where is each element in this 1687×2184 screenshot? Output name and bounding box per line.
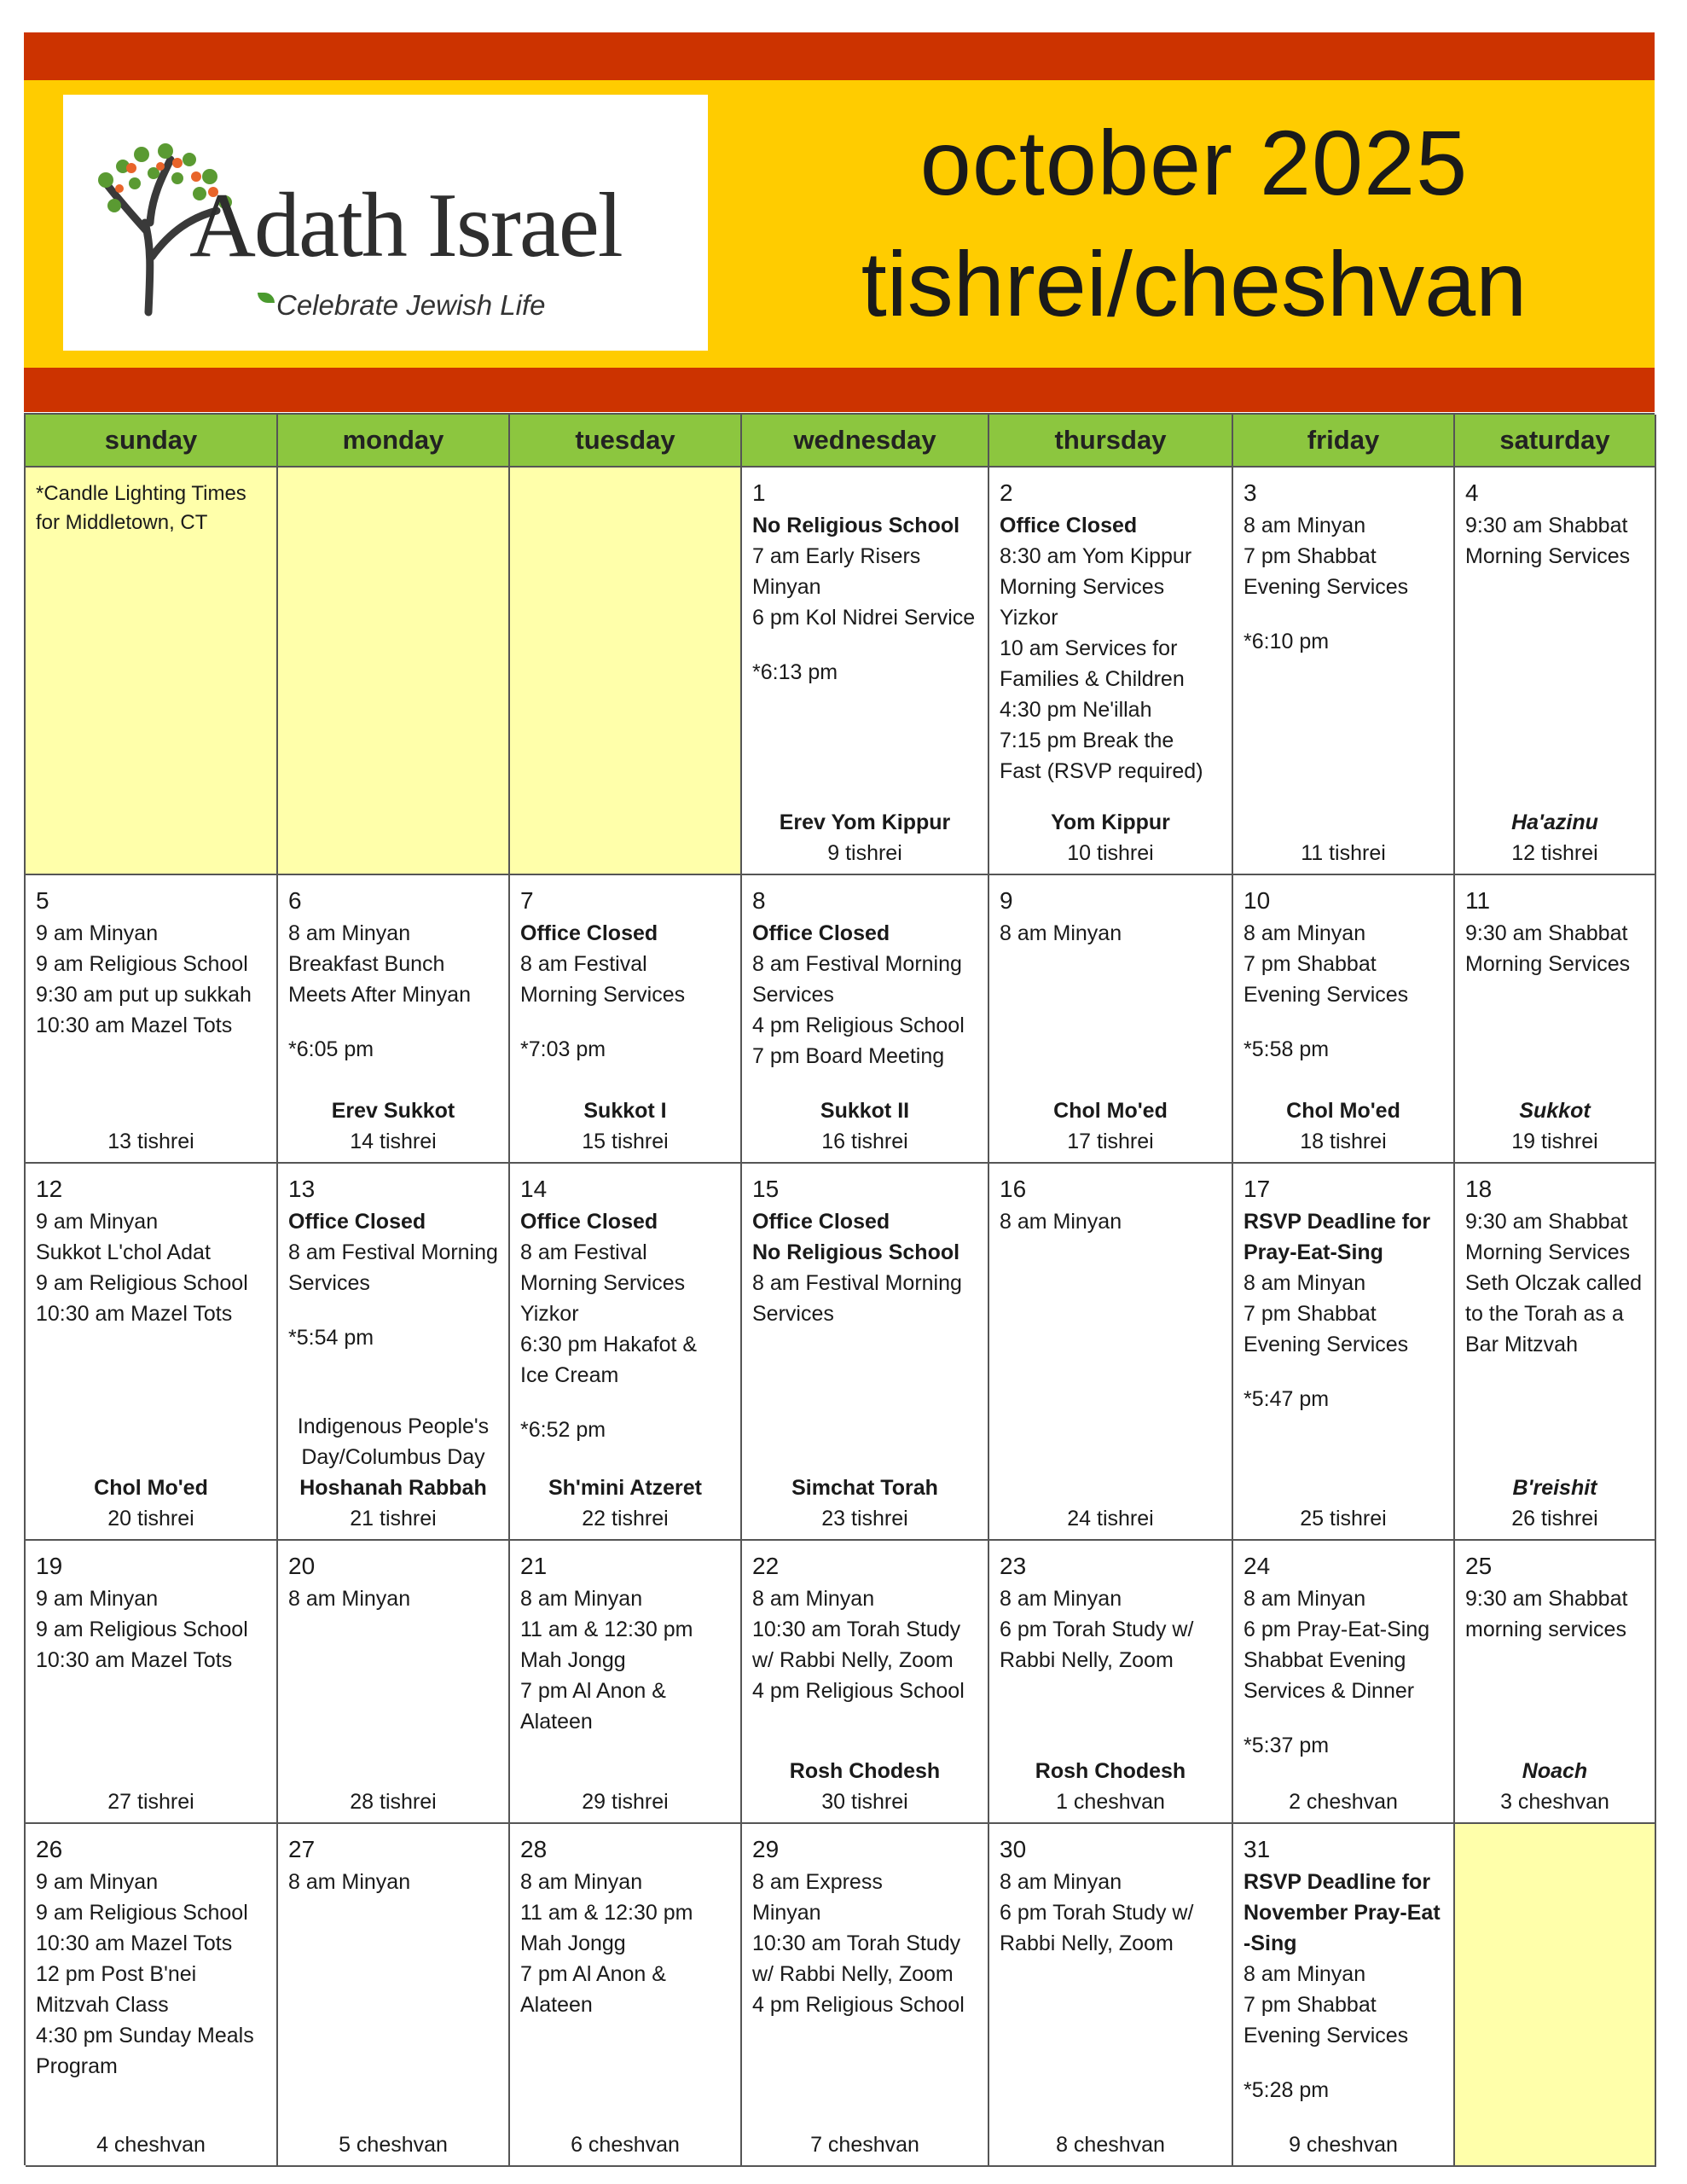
event-list [36,918,273,1041]
event-list [288,1206,505,1353]
day-cell [26,1541,278,1824]
day-number: 18 [1465,1176,1493,1202]
event-list [1244,1867,1450,2106]
event-item: Office Closed [288,1210,426,1234]
day-footer [26,1126,276,1157]
day-footer [1233,1095,1453,1157]
hebrew-date: 20 tishrei [107,1507,194,1531]
event-item: 8:30 am Yom Kippur Morning Services [1000,544,1192,599]
event-item: 11 am & 12:30 pm Mah Jongg [520,1618,693,1672]
event-list [36,1583,273,1676]
event-item: 9 am Minyan [36,1587,159,1611]
event-item: 8 am Festival Morning Services [752,1271,962,1326]
day-number: 28 [520,1836,548,1862]
day-cell [742,1164,989,1541]
day-number: 13 [288,1176,316,1202]
event-item: 7 pm Al Anon & Alateen [520,1679,666,1734]
weekday-header-monday: monday [278,415,510,468]
day-number: 25 [1465,1553,1493,1579]
day-footer [742,1472,988,1534]
event-list [1244,510,1450,657]
day-footer [742,807,988,868]
event-item: 9 am Religious School [36,1618,248,1641]
event-item: 6 pm Kol Nidrei Service [752,606,976,630]
hebrew-date: 6 cheshvan [571,2133,680,2157]
candle-lighting-time: *5:58 pm [1244,1037,1330,1061]
event-item: Office Closed [520,1210,658,1234]
day-number: 11 [1465,887,1491,914]
event-item: 8 am Minyan [1244,1587,1366,1611]
day-number: 9 [1000,887,1013,914]
holiday-name: Chol Mo'ed [94,1476,208,1500]
event-list [1465,510,1651,572]
hebrew-date: 5 cheshvan [339,2133,448,2157]
day-number: 6 [288,887,302,914]
day-cell [989,468,1233,875]
event-item: Yizkor [1000,606,1058,630]
event-list [520,1867,737,2020]
hebrew-date: 7 cheshvan [810,2133,919,2157]
month-title: october 2025 [919,111,1469,214]
event-item: 10 am Services for Families & Children [1000,636,1185,691]
event-item: 6 pm Pray-Eat-Sing Shabbat Evening Services & Dinner [1244,1618,1430,1703]
day-number: 16 [1000,1176,1027,1202]
event-item: 4 pm Religious School [752,1014,965,1037]
day-footer [742,1756,988,1817]
day-number: 26 [36,1836,63,1862]
logo-name: Adath Israel [189,175,622,276]
day-cell [742,1824,989,2167]
hebrew-date: 1 cheshvan [1056,1790,1165,1814]
event-item: 9 am Religious School [36,952,248,976]
candle-lighting-time: *5:47 pm [1244,1387,1330,1411]
bottom-red-bar [24,368,1655,412]
holiday-name: Erev Sukkot [331,1099,455,1123]
hebrew-date: 8 cheshvan [1056,2133,1165,2157]
empty-day-cell [1455,1824,1656,2167]
event-list [752,1867,984,2020]
day-number: 17 [1244,1176,1271,1202]
day-number: 21 [520,1553,548,1579]
event-item: 9:30 am Shabbat morning services [1465,1587,1628,1641]
day-cell [26,1164,278,1541]
event-item: 9:30 am Shabbat Morning Services [1465,514,1631,568]
day-number: 20 [288,1553,316,1579]
event-item: 8 am Minyan [1000,921,1122,945]
event-item: 10:30 am Mazel Tots [36,1302,233,1326]
calendar-grid [24,413,1655,2165]
event-item: 8 am Festival Morning Services [520,1240,686,1295]
day-footer [278,1411,508,1534]
day-cell [1455,1164,1656,1541]
event-list [752,510,984,688]
day-footer [989,1503,1232,1534]
day-footer [278,1095,508,1157]
event-item: 8 am Festival Morning Services [752,952,962,1007]
event-item: No Religious School [752,514,960,537]
event-item: 7 pm Shabbat Evening Services [1244,1302,1409,1356]
event-item: 6 pm Torah Study w/ Rabbi Nelly, Zoom [1000,1618,1194,1672]
day-footer [1455,1472,1655,1534]
event-item: Office Closed [752,1210,890,1234]
day-cell [278,1164,510,1541]
holiday-name: Sh'mini Atzeret [548,1476,703,1500]
candle-lighting-time: *6:05 pm [288,1037,374,1061]
event-item: 4 pm Religious School [752,1993,965,2017]
day-cell [742,468,989,875]
weekday-header-friday: friday [1233,415,1455,468]
empty-day-cell [510,468,742,875]
event-list [288,1867,505,1897]
event-list [752,1206,984,1329]
day-footer [26,2129,276,2160]
hebrew-month-title: tishrei/cheshvan [861,232,1528,335]
event-item: 9:30 am Shabbat Morning Services [1465,921,1631,976]
day-footer [510,1786,740,1817]
event-item: 10:30 am Mazel Tots [36,1648,233,1672]
day-cell [278,1824,510,2167]
day-footer [26,1786,276,1817]
holiday-name: Sukkot I [583,1099,667,1123]
event-list [1465,1206,1651,1360]
event-list [1000,1583,1228,1676]
candle-lighting-time: *6:52 pm [520,1418,606,1442]
event-item: 8 am Minyan [288,1870,411,1894]
day-number: 14 [520,1176,548,1202]
event-item: Office Closed [752,921,890,945]
event-list [1000,1867,1228,1959]
event-item: Yizkor [520,1302,579,1326]
event-list [520,1583,737,1737]
day-number: 24 [1244,1553,1271,1579]
event-item: No Religious School [752,1240,960,1264]
day-footer [742,1095,988,1157]
hebrew-date: 30 tishrei [821,1790,908,1814]
holiday-name: Chol Mo'ed [1286,1099,1400,1123]
event-item: 8 am Express Minyan [752,1870,883,1925]
day-number: 4 [1465,479,1479,506]
event-item: 8 am Minyan [520,1870,643,1894]
day-cell [1455,875,1656,1164]
hebrew-date: 22 tishrei [582,1507,669,1531]
event-item: 8 am Festival Morning Services [520,952,686,1007]
hebrew-date: 11 tishrei [1301,841,1386,865]
day-footer [989,1756,1232,1817]
event-item: 7:15 pm Break the Fast (RSVP required) [1000,729,1203,783]
hebrew-date: 2 cheshvan [1289,1790,1398,1814]
hebrew-date: 26 tishrei [1511,1507,1598,1531]
empty-day-cell [26,468,278,875]
day-cell [510,875,742,1164]
event-list [1000,1206,1228,1237]
event-item: 8 am Minyan [1000,1870,1122,1894]
day-number: 31 [1244,1836,1271,1862]
day-footer [989,2129,1232,2160]
day-number: 30 [1000,1836,1027,1862]
event-list [520,918,737,1065]
candle-lighting-time: *6:13 pm [752,660,838,684]
day-number: 22 [752,1553,780,1579]
event-item: 10:30 am Torah Study w/ Rabbi Nelly, Zoom [752,1618,961,1672]
day-number: 12 [36,1176,63,1202]
day-number: 15 [752,1176,780,1202]
day-cell [1233,468,1455,875]
event-item: 9 am Minyan [36,921,159,945]
day-cell [989,875,1233,1164]
event-item: 7 am Early Risers Minyan [752,544,921,599]
day-footer [510,1472,740,1534]
event-item: 9 am Religious School [36,1271,248,1295]
torah-portion: Sukkot [1519,1099,1591,1123]
event-list [1465,1583,1651,1645]
weekday-header-saturday: saturday [1455,415,1656,468]
event-item: 7 pm Shabbat Evening Services [1244,544,1409,599]
hebrew-date: 3 cheshvan [1500,1790,1609,1814]
day-footer [26,1472,276,1534]
event-item: 8 am Minyan [288,1587,411,1611]
day-cell [278,875,510,1164]
day-number: 3 [1244,479,1257,506]
candle-lighting-time: *5:37 pm [1244,1734,1330,1757]
day-cell [989,1541,1233,1824]
event-item: 10:30 am Mazel Tots [36,1014,233,1037]
torah-portion: Noach [1522,1759,1588,1783]
day-footer [1455,1095,1655,1157]
holiday-observance: Indigenous People's Day/Columbus Day [297,1414,490,1469]
day-number: 7 [520,887,534,914]
event-item: 4 pm Religious School [752,1679,965,1703]
day-footer [510,1095,740,1157]
day-cell [1455,1541,1656,1824]
holiday-name: Simchat Torah [791,1476,938,1500]
event-item: 6:30 pm Hakafot & Ice Cream [520,1333,698,1387]
event-item: 7 pm Board Meeting [752,1044,945,1068]
holiday-name: Rosh Chodesh [789,1759,941,1783]
hebrew-date: 13 tishrei [107,1130,194,1153]
event-list [288,1583,505,1614]
weekday-header-wednesday: wednesday [742,415,989,468]
day-cell [1455,468,1656,875]
event-item: 10:30 am Torah Study w/ Rabbi Nelly, Zoom [752,1931,961,1986]
logo [63,95,708,351]
event-item: 8 am Minyan [1244,1962,1366,1986]
event-item: 10:30 am Mazel Tots [36,1931,233,1955]
event-item: Office Closed [1000,514,1138,537]
event-item: 8 am Minyan [1244,1271,1366,1295]
weekday-header-tuesday: tuesday [510,415,742,468]
holiday-name: Erev Yom Kippur [779,810,951,834]
day-number: 19 [36,1553,63,1579]
top-red-bar [24,32,1655,80]
event-item: 12 pm Post B'nei Mitzvah Class [36,1962,197,2017]
day-cell [510,1164,742,1541]
event-item: 9:30 am put up sukkah [36,983,252,1007]
day-cell [989,1824,1233,2167]
day-number: 10 [1244,887,1271,914]
event-item: 7 pm Shabbat Evening Services [1244,1993,1409,2048]
event-item: 8 am Minyan [752,1587,875,1611]
event-item: 8 am Minyan [1244,921,1366,945]
day-cell [1233,875,1455,1164]
holiday-name: Rosh Chodesh [1035,1759,1186,1783]
event-list [36,1867,273,2082]
hebrew-date: 27 tishrei [107,1790,194,1814]
day-footer [1233,1786,1453,1817]
holiday-name: Chol Mo'ed [1053,1099,1168,1123]
hebrew-date: 23 tishrei [821,1507,908,1531]
event-item: Sukkot L'chol Adat [36,1240,211,1264]
weekday-header-thursday: thursday [989,415,1233,468]
day-number: 1 [752,479,766,506]
candle-lighting-note: *Candle Lighting Times for Middletown, CT [36,482,246,534]
event-item: 9 am Minyan [36,1210,159,1234]
hebrew-date: 25 tishrei [1300,1507,1387,1531]
day-number: 23 [1000,1553,1027,1579]
day-cell [510,1541,742,1824]
day-cell [1233,1541,1455,1824]
day-footer [1455,1756,1655,1817]
day-cell [989,1164,1233,1541]
torah-portion: Ha'azinu [1511,810,1598,834]
event-item: 11 am & 12:30 pm Mah Jongg [520,1901,693,1955]
day-cell [278,1541,510,1824]
day-number: 29 [752,1836,780,1862]
day-footer [1455,807,1655,868]
event-item: RSVP Deadline for November Pray-Eat -Sing [1244,1870,1441,1955]
event-item: 9:30 am Shabbat Morning Services [1465,1210,1631,1264]
hebrew-date: 15 tishrei [582,1130,669,1153]
event-list [1244,1583,1450,1761]
day-footer [278,1786,508,1817]
candle-lighting-time: *5:54 pm [288,1326,374,1350]
logo-tagline: Celebrate Jewish Life [276,289,546,321]
event-list [1244,918,1450,1065]
day-cell [1233,1824,1455,2167]
hebrew-date: 16 tishrei [821,1130,908,1153]
day-footer [510,2129,740,2160]
day-cell [742,875,989,1164]
hebrew-date: 4 cheshvan [96,2133,206,2157]
torah-portion: B'reishit [1512,1476,1597,1500]
day-number: 5 [36,887,49,914]
hebrew-date: 10 tishrei [1067,841,1154,865]
day-cell [510,1824,742,2167]
holiday-name: Yom Kippur [1051,810,1170,834]
day-cell [26,875,278,1164]
event-list [1465,918,1651,979]
hebrew-date: 21 tishrei [350,1507,437,1531]
day-cell [742,1541,989,1824]
hebrew-date: 24 tishrei [1067,1507,1154,1531]
event-list [752,1583,984,1706]
event-item: 8 am Minyan [1244,514,1366,537]
hebrew-date: 12 tishrei [1511,841,1598,865]
event-item: 8 am Minyan [288,921,411,945]
event-list [1000,918,1228,949]
hebrew-date: 28 tishrei [350,1790,437,1814]
hebrew-date: 9 tishrei [827,841,902,865]
event-list [1000,510,1228,787]
hebrew-date: 18 tishrei [1300,1130,1387,1153]
day-footer [1233,2129,1453,2160]
event-item: RSVP Deadline for Pray-Eat-Sing [1244,1210,1431,1264]
event-item: 8 am Minyan [1000,1210,1122,1234]
event-item: 7 pm Shabbat Evening Services [1244,952,1409,1007]
day-footer [1233,838,1453,868]
hebrew-date: 9 cheshvan [1289,2133,1398,2157]
weekday-header-sunday: sunday [26,415,278,468]
hebrew-date: 17 tishrei [1067,1130,1154,1153]
event-item: 9 am Religious School [36,1901,248,1925]
leaf-icon [258,293,275,303]
event-item: 4:30 pm Ne'illah [1000,698,1152,722]
day-footer [742,2129,988,2160]
day-footer [1233,1503,1453,1534]
event-item: 9 am Minyan [36,1870,159,1894]
hebrew-date: 19 tishrei [1511,1130,1598,1153]
day-number: 27 [288,1836,316,1862]
event-item: Seth Olczak called to the Torah as a Bar Mitzvah [1465,1271,1643,1356]
event-item: Office Closed [520,921,658,945]
day-number: 8 [752,887,766,914]
event-item: 8 am Festival Morning Services [288,1240,498,1295]
candle-lighting-time: *7:03 pm [520,1037,606,1061]
day-footer [278,2129,508,2160]
event-item: 8 am Minyan [1000,1587,1122,1611]
empty-day-cell [278,468,510,875]
event-item: 7 pm Al Anon & Alateen [520,1962,666,2017]
event-list [288,918,505,1065]
event-item: Breakfast Bunch Meets After Minyan [288,952,471,1007]
day-footer [989,1095,1232,1157]
candle-lighting-time: *6:10 pm [1244,630,1330,653]
event-list [520,1206,737,1445]
hebrew-date: 29 tishrei [582,1790,669,1814]
event-list [752,918,984,1072]
day-number: 2 [1000,479,1013,506]
event-item: 6 pm Torah Study w/ Rabbi Nelly, Zoom [1000,1901,1194,1955]
holiday-name: Sukkot II [820,1099,910,1123]
event-item: 4:30 pm Sunday Meals Program [36,2024,254,2078]
day-cell [1233,1164,1455,1541]
candle-lighting-time: *5:28 pm [1244,2078,1330,2102]
hebrew-date: 14 tishrei [350,1130,437,1153]
event-item: 8 am Minyan [520,1587,643,1611]
event-list [36,1206,273,1329]
day-footer [989,807,1232,868]
event-list [1244,1206,1450,1414]
day-cell [26,1824,278,2167]
holiday-name: Hoshanah Rabbah [299,1476,487,1500]
